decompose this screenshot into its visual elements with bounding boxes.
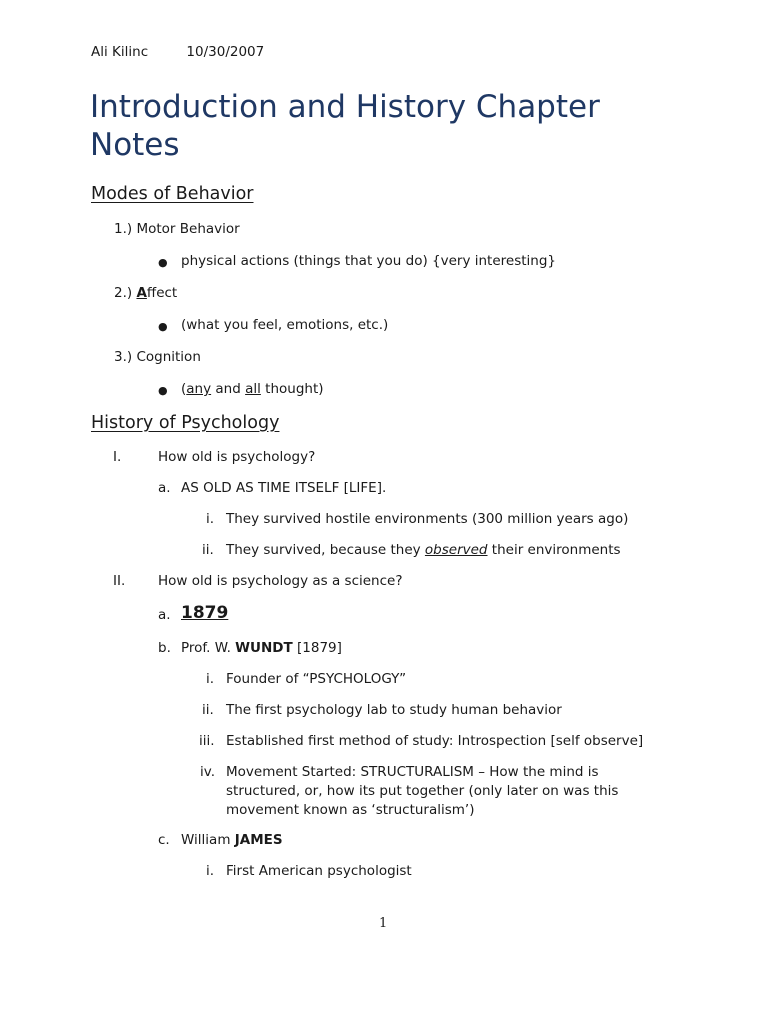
mode-number: 1.) [114,221,133,237]
bold-name: WUNDT [235,640,293,656]
section-heading-modes: Modes of Behavior [91,184,254,204]
text-run: Prof. W. [181,640,236,656]
outline-item-text [226,542,621,558]
text-run: thought) [260,381,324,397]
outline-marker: I. [113,449,122,465]
mode-bullet-text: physical actions (things that you do) {very interesting} [181,253,556,269]
outline-item-text [181,640,342,656]
bullet-icon: ● [158,256,168,269]
outline-marker: i. [206,511,215,527]
bullet-icon: ● [158,320,168,333]
outline-item-text: Movement Started: STRUCTURALISM – How the mind is structured, or, how its put together (only later on was this movement known as ‘structuralism’) [226,764,619,818]
outline-item-text: First American psychologist [226,863,412,879]
outline-item-text: Established first method of study: Introspection [self observe] [226,733,644,749]
outline-item-text: The first psychology lab to study human behavior [226,702,562,718]
mode-number: 2.) [114,285,133,301]
mode-bullet-text: (what you feel, emotions, etc.) [181,317,389,333]
bold-name: JAMES [234,832,283,848]
mode-label-initial: A [136,285,147,301]
section-heading-history: History of Psychology [91,413,280,433]
outline-marker: ii. [202,702,214,718]
page-title: Introduction and History Chapter Notes [90,89,600,163]
outline-item-text: Founder of “PSYCHOLOGY” [226,671,407,687]
mode-label: Cognition [136,349,201,365]
year-highlight: 1879 [181,603,229,623]
bullet-icon: ● [158,384,168,397]
outline-marker: a. [158,607,171,623]
mode-bullet-text [181,381,324,397]
mode-item-motor [114,221,240,237]
mode-item-cognition [114,349,201,365]
outline-item-text [181,832,283,848]
underlined-word: any [186,381,212,397]
text-run: their environments [487,542,621,558]
outline-marker: i. [206,863,215,879]
text-run: ( [181,381,187,397]
text-run: William [181,832,235,848]
outline-marker: iv. [200,764,215,780]
outline-marker: a. [158,480,171,496]
outline-marker: iii. [199,733,215,749]
text-run: and [211,381,246,397]
outline-marker: c. [158,832,170,848]
outline-marker: II. [113,573,126,589]
text-run: [1879] [292,640,342,656]
outline-marker: ii. [202,542,214,558]
mode-label-rest: ffect [146,285,178,301]
outline-item-text: They survived hostile environments (300 million years ago) [226,511,629,527]
underlined-word: all [245,381,261,397]
mode-label: Motor Behavior [136,221,240,237]
mode-item-affect [114,285,177,301]
mode-number: 3.) [114,349,133,365]
outline-marker: b. [158,640,171,656]
page-number: 1 [379,916,388,931]
outline-marker: i. [206,671,215,687]
outline-item-text: AS OLD AS TIME ITSELF [LIFE]. [181,480,387,496]
document-header [91,44,264,60]
document-date: 10/30/2007 [186,44,265,60]
outline-item-text: How old is psychology? [158,449,316,465]
text-run: They survived, because they [226,542,425,558]
outline-item-text: How old is psychology as a science? [158,573,403,589]
author-name: Ali Kilinc [91,44,149,60]
emphasized-word: observed [424,542,488,558]
